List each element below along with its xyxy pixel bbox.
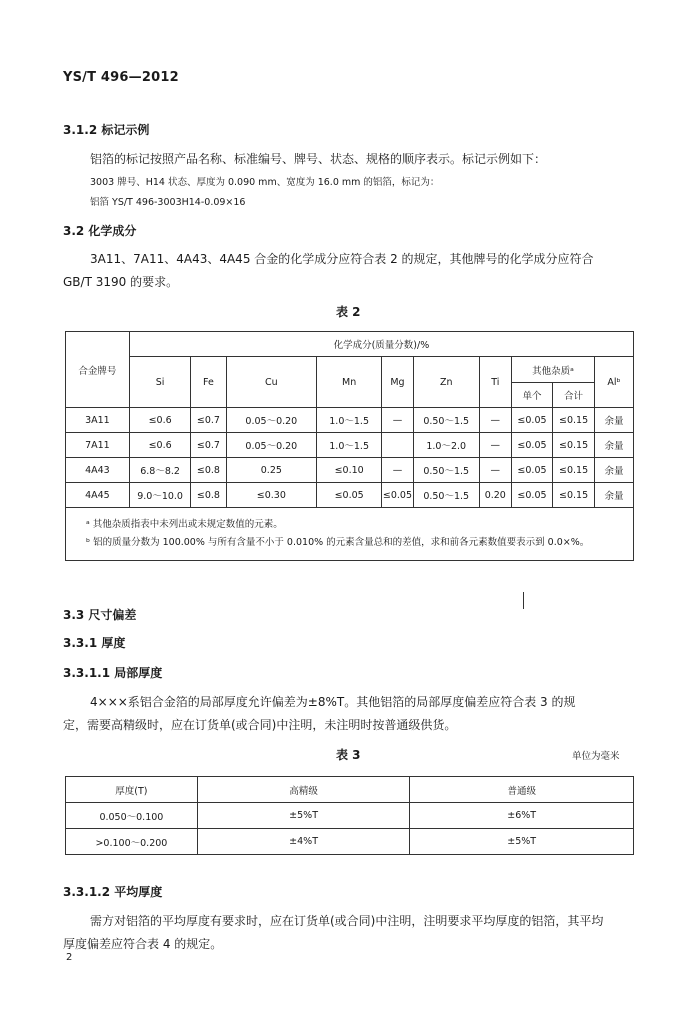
footnotes-cell <box>66 508 634 561</box>
cell: ±5%T <box>410 829 634 855</box>
col-header-al: Alᵇ <box>595 357 634 408</box>
cell: — <box>479 433 511 458</box>
cell: ≤0.15 <box>553 408 595 433</box>
cell: ≤0.15 <box>553 458 595 483</box>
cell: ≤0.05 <box>382 483 414 508</box>
section-3-3-heading: 3.3 尺寸偏差 <box>63 608 137 622</box>
col-header-si: Si <box>129 357 191 408</box>
cell: ≤0.6 <box>129 408 191 433</box>
cell: 6.8～8.2 <box>129 458 191 483</box>
table-3-caption: 表 3 <box>336 748 361 762</box>
table-row <box>66 829 634 855</box>
cell: >0.100～0.200 <box>66 829 198 855</box>
section-3-3-1-2-paragraph-line2: 厚度偏差应符合表 4 的规定。 <box>63 937 223 951</box>
col-header-chemical-composition: 化学成分(质量分数)/% <box>129 332 633 357</box>
cell: 1.0～1.5 <box>317 433 382 458</box>
cell <box>382 433 414 458</box>
col-header-total: 合计 <box>553 383 595 408</box>
section-3-3-1-1-paragraph-line1: 4×××系铝合金箔的局部厚度允许偏差为±8%T。其他铝箔的局部厚度偏差应符合表 3 的规 <box>90 695 576 709</box>
table-row <box>66 483 634 508</box>
cell: 0.20 <box>479 483 511 508</box>
section-3-3-1-heading: 3.3.1 厚度 <box>63 636 126 650</box>
section-3-2-paragraph-line1: 3A11、7A11、4A43、4A45 合金的化学成分应符合表 2 的规定，其他牌号的化学成分应符合 <box>90 252 594 266</box>
cell: 0.50～1.5 <box>413 408 479 433</box>
standard-number: YS/T 496—2012 <box>63 70 179 85</box>
cell: 余量 <box>595 458 634 483</box>
section-3-3-1-1-heading: 3.3.1.1 局部厚度 <box>63 666 163 680</box>
table-row <box>66 433 634 458</box>
cell: ≤0.10 <box>317 458 382 483</box>
cell: 余量 <box>595 408 634 433</box>
col-header-thickness: 厚度(T) <box>66 777 198 803</box>
cell: ≤0.8 <box>191 458 226 483</box>
cell: ±6%T <box>410 803 634 829</box>
cell: ≤0.05 <box>511 458 552 483</box>
table-row <box>66 408 634 433</box>
col-header-normal: 普通级 <box>410 777 634 803</box>
cell: 余量 <box>595 483 634 508</box>
cell: 9.0～10.0 <box>129 483 191 508</box>
cell: 4A43 <box>66 458 130 483</box>
cell: — <box>382 458 414 483</box>
cell: ≤0.30 <box>226 483 317 508</box>
cell: 0.50～1.5 <box>413 458 479 483</box>
footnote-b: ᵇ 铝的质量分数为 100.00% 与所有含量不小于 0.010% 的元素含量总和的差值，求和前各元素数值要表示到 0.0×%。 <box>86 537 590 548</box>
section-3-1-2-heading: 3.1.2 标记示例 <box>63 123 150 137</box>
cell: ≤0.7 <box>191 433 226 458</box>
cell: ±5%T <box>197 803 410 829</box>
cell: ≤0.6 <box>129 433 191 458</box>
cell: 0.05～0.20 <box>226 408 317 433</box>
section-3-3-1-1-paragraph-line2: 定，需要高精级时，应在订货单(或合同)中注明，未注明时按普通级供货。 <box>63 718 457 732</box>
margin-mark <box>523 592 524 609</box>
cell: — <box>479 408 511 433</box>
table-row <box>66 458 634 483</box>
col-header-high-precision: 高精级 <box>197 777 410 803</box>
table-footnotes <box>66 508 634 561</box>
col-header-fe: Fe <box>191 357 226 408</box>
cell: 3A11 <box>66 408 130 433</box>
col-header-mg: Mg <box>382 357 414 408</box>
col-header-cu: Cu <box>226 357 317 408</box>
col-header-alloy: 合金牌号 <box>66 332 130 408</box>
col-header-mn: Mn <box>317 357 382 408</box>
section-3-1-2-paragraph: 铝箔的标记按照产品名称、标准编号、牌号、状态、规格的顺序表示。标记示例如下： <box>90 152 547 166</box>
col-header-single: 单个 <box>511 383 552 408</box>
cell: ≤0.15 <box>553 483 595 508</box>
table-2 <box>65 331 634 561</box>
cell: 0.50～1.5 <box>413 483 479 508</box>
cell: ≤0.05 <box>317 483 382 508</box>
cell: 1.0～1.5 <box>317 408 382 433</box>
cell: — <box>479 458 511 483</box>
marking-example: 铝箔 YS/T 496-3003H14-0.09×16 <box>90 197 246 208</box>
cell: 4A45 <box>66 483 130 508</box>
cell: ≤0.05 <box>511 433 552 458</box>
col-header-ti: Ti <box>479 357 511 408</box>
cell: ≤0.05 <box>511 483 552 508</box>
table-2-caption: 表 2 <box>336 305 361 319</box>
cell: 余量 <box>595 433 634 458</box>
cell: 7A11 <box>66 433 130 458</box>
cell: ±4%T <box>197 829 410 855</box>
section-3-2-paragraph-line2: GB/T 3190 的要求。 <box>63 275 179 289</box>
cell: ≤0.15 <box>553 433 595 458</box>
cell: ≤0.7 <box>191 408 226 433</box>
table-3 <box>65 776 634 855</box>
cell: — <box>382 408 414 433</box>
cell: ≤0.05 <box>511 408 552 433</box>
cell: 0.05～0.20 <box>226 433 317 458</box>
section-3-3-1-2-heading: 3.3.1.2 平均厚度 <box>63 885 163 899</box>
cell: 0.25 <box>226 458 317 483</box>
cell: 1.0～2.0 <box>413 433 479 458</box>
col-header-zn: Zn <box>413 357 479 408</box>
page-number: 2 <box>66 952 73 963</box>
section-3-3-1-2-paragraph-line1: 需方对铝箔的平均厚度有要求时，应在订货单(或合同)中注明，注明要求平均厚度的铝箔，其平均 <box>90 914 604 928</box>
table-3-unit: 单位为毫米 <box>572 751 620 762</box>
cell: ≤0.8 <box>191 483 226 508</box>
table-row <box>66 803 634 829</box>
footnote-a: ᵃ 其他杂质指表中未列出或未规定数值的元素。 <box>86 519 283 530</box>
section-3-2-heading: 3.2 化学成分 <box>63 224 137 238</box>
marking-example-description: 3003 牌号、H14 状态、厚度为 0.090 mm、宽度为 16.0 mm 的铝箔，标记为： <box>90 177 440 188</box>
col-header-other-impurities: 其他杂质ᵃ <box>511 357 594 383</box>
cell: 0.050～0.100 <box>66 803 198 829</box>
